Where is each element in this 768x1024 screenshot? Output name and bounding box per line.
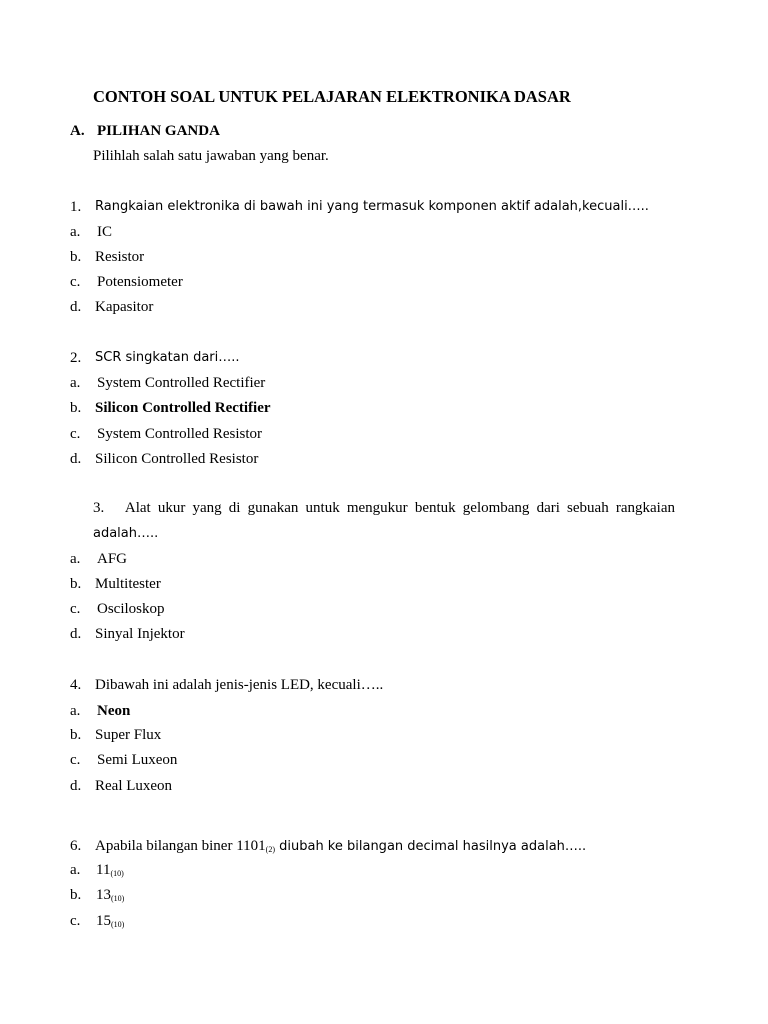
option-marker: d. bbox=[70, 626, 82, 642]
option-text: System Controlled Rectifier bbox=[97, 375, 266, 391]
option-text: Potensiometer bbox=[97, 274, 183, 290]
section-heading bbox=[70, 123, 220, 140]
option-marker: b. bbox=[70, 576, 82, 592]
option-text: Super Flux bbox=[95, 727, 162, 743]
question-number: 4. bbox=[70, 677, 82, 693]
option-text: Real Luxeon bbox=[95, 778, 173, 794]
document-title: CONTOH SOAL UNTUK PELAJARAN ELEKTRONIKA DASAR bbox=[93, 87, 571, 106]
instruction-text: Pilihlah salah satu jawaban yang benar. bbox=[93, 148, 329, 164]
option-text: Silicon Controlled Resistor bbox=[95, 451, 259, 467]
question-text: Alat ukur yang di gunakan untuk mengukur bentuk gelombang dari sebuah rangkaian bbox=[124, 500, 675, 516]
question-text: Dibawah ini adalah jenis-jenis LED, kecuali….. bbox=[95, 677, 384, 693]
option-text: $13_{(10)}$ bbox=[96, 887, 125, 903]
option-marker: b. bbox=[70, 887, 82, 903]
option-marker: c. bbox=[70, 752, 81, 768]
option-marker: c. bbox=[70, 601, 81, 617]
option-text: IC bbox=[97, 224, 112, 240]
option-marker: b. bbox=[70, 249, 82, 265]
question-text: Apabila bilangan biner $1101_{(2)}$ diubah ke bilangan decimal hasilnya adalah….. bbox=[95, 838, 587, 854]
option-text: $11_{(10)}$ bbox=[96, 862, 124, 878]
option-text: Resistor bbox=[95, 249, 145, 265]
question-number: 6. bbox=[70, 838, 82, 854]
question-3-line1 bbox=[93, 500, 675, 517]
section-name: PILIHAN GANDA bbox=[97, 123, 220, 139]
option-marker: b. bbox=[70, 400, 82, 416]
option-marker: a. bbox=[70, 551, 81, 567]
question-number: 3. bbox=[93, 500, 105, 516]
option-marker: a. bbox=[70, 224, 81, 240]
option-marker: d. bbox=[70, 451, 82, 467]
question-text: adalah….. bbox=[93, 526, 159, 541]
question-text: SCR singkatan dari….. bbox=[95, 350, 240, 365]
option-text: System Controlled Resistor bbox=[97, 426, 262, 442]
question-number: 2. bbox=[70, 350, 82, 366]
question-text: Rangkaian elektronika di bawah ini yang termasuk komponen aktif adalah,kecuali….. bbox=[95, 199, 649, 214]
section-label: A. bbox=[70, 123, 85, 139]
option-text: Kapasitor bbox=[95, 299, 154, 315]
option-text-answer: Neon bbox=[97, 703, 131, 719]
option-text: AFG bbox=[97, 551, 128, 567]
option-marker: c. bbox=[70, 274, 81, 290]
option-marker: b. bbox=[70, 727, 82, 743]
option-marker: c. bbox=[70, 913, 81, 929]
question-number: 1. bbox=[70, 199, 82, 215]
option-text: $15_{(10)}$ bbox=[96, 913, 125, 929]
option-text: Osciloskop bbox=[97, 601, 165, 617]
option-text: Semi Luxeon bbox=[97, 752, 178, 768]
option-text-answer: Silicon Controlled Rectifier bbox=[95, 400, 271, 416]
option-marker: a. bbox=[70, 862, 81, 878]
option-marker: c. bbox=[70, 426, 81, 442]
option-marker: d. bbox=[70, 299, 82, 315]
option-text: Sinyal Injektor bbox=[95, 626, 185, 642]
option-marker: d. bbox=[70, 778, 82, 794]
option-text: Multitester bbox=[95, 576, 161, 592]
option-marker: a. bbox=[70, 703, 81, 719]
option-marker: a. bbox=[70, 375, 81, 391]
